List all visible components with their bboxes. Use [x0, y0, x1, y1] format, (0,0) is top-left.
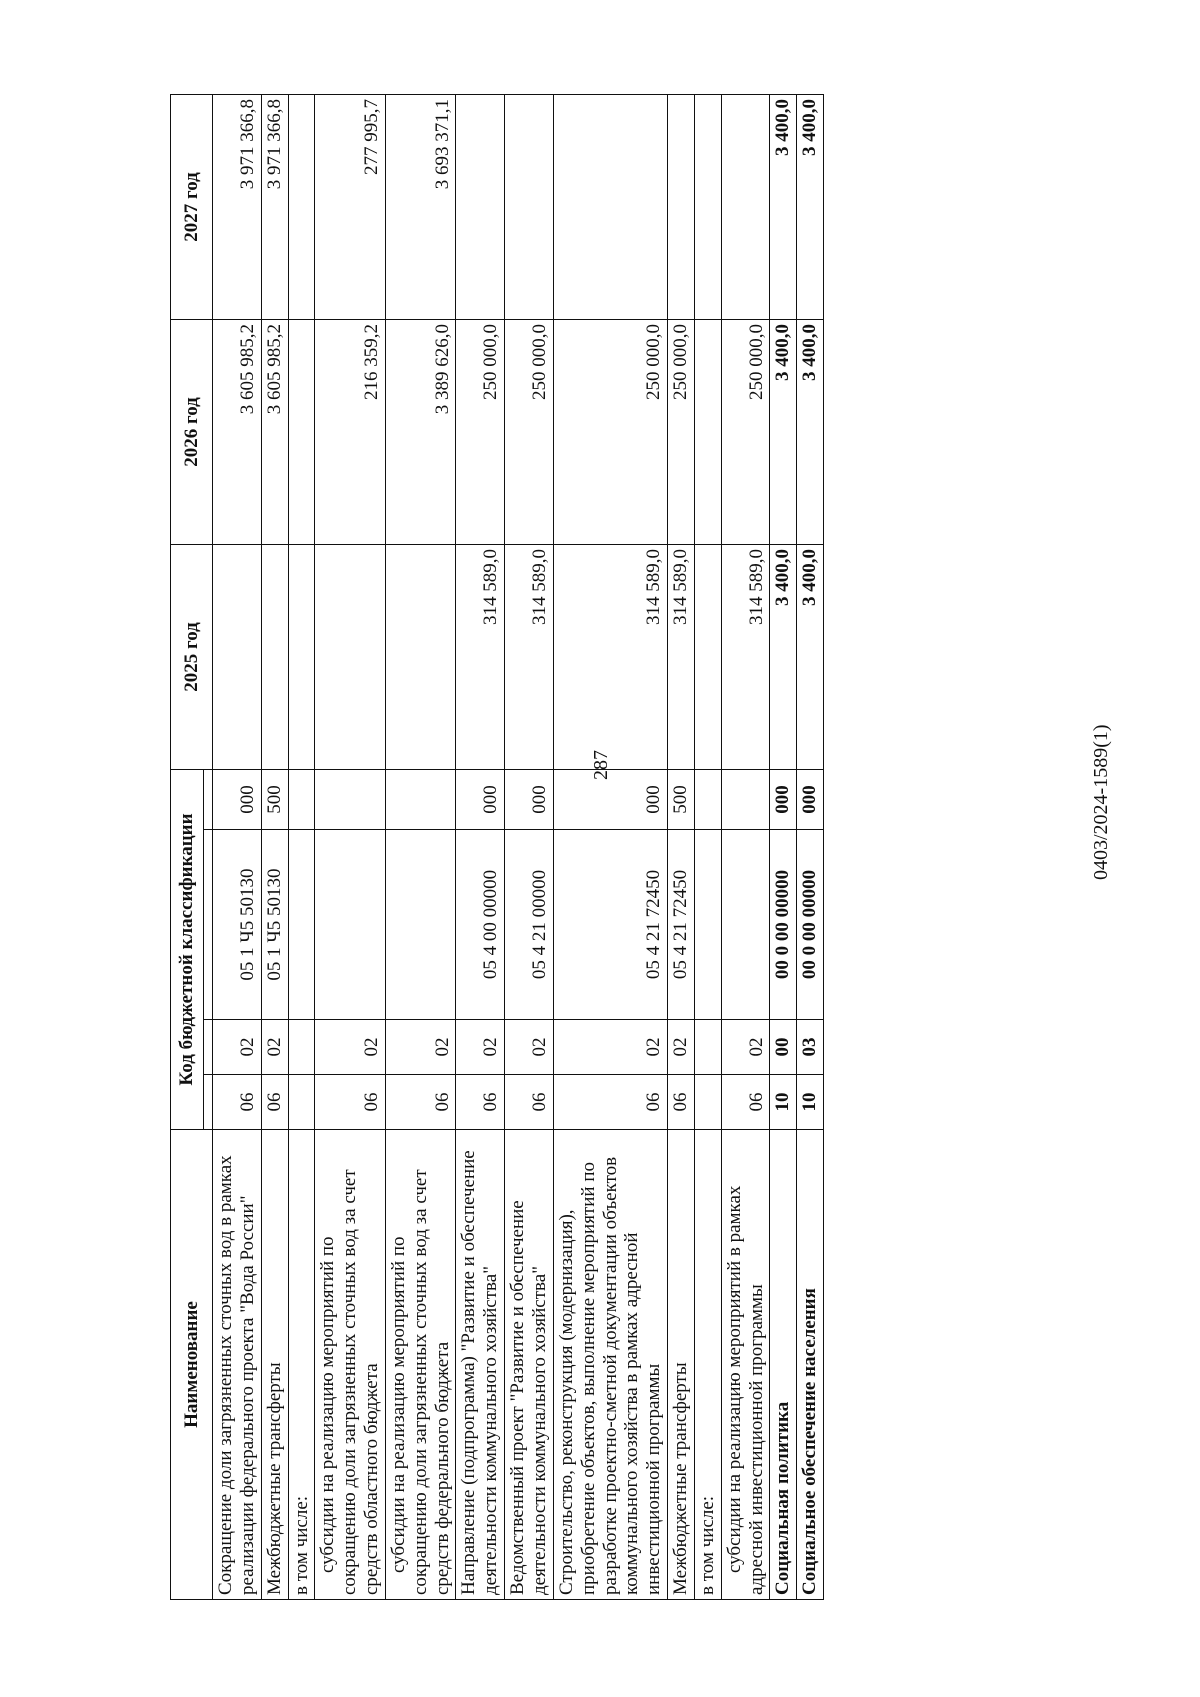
- cell-v2027: 3 400,0: [770, 94, 797, 319]
- cell-c2: 03: [797, 1020, 824, 1075]
- cell-name: Межбюджетные трансферты: [668, 1130, 695, 1600]
- cell-v2025: [288, 544, 315, 769]
- cell-c1: 06: [456, 1075, 505, 1130]
- cell-c1: 06: [315, 1075, 386, 1130]
- cell-c2: 00: [770, 1020, 797, 1075]
- cell-c3: [694, 830, 721, 1020]
- cell-c3: 05 1 Ч5 50130: [213, 830, 262, 1020]
- cell-v2026: 3 389 626,0: [385, 319, 456, 544]
- cell-c1: 10: [797, 1075, 824, 1130]
- table-row: [456, 94, 505, 1599]
- cell-v2025: [694, 544, 721, 769]
- cell-name: субсидии на реализацию мероприятий по сокращению доли загрязненных сточных вод за счет средств федерального бюджета: [385, 1130, 456, 1600]
- header-2027: 2027 год: [171, 94, 213, 319]
- table-row: [721, 94, 770, 1599]
- cell-c2: [288, 1020, 315, 1075]
- table-row: [288, 94, 315, 1599]
- cell-c1: 06: [261, 1075, 288, 1130]
- header-sub-cell: [204, 769, 213, 829]
- budget-table: [170, 94, 824, 1600]
- cell-c4: [721, 769, 770, 829]
- page-number: 287: [590, 750, 612, 780]
- cell-v2027: 3 971 366,8: [213, 94, 262, 319]
- table-row: [797, 94, 824, 1599]
- cell-c1: 10: [770, 1075, 797, 1130]
- cell-c4: [694, 769, 721, 829]
- cell-c2: 02: [668, 1020, 695, 1075]
- cell-c2: 02: [721, 1020, 770, 1075]
- table-row: [505, 94, 554, 1599]
- cell-c2: 02: [553, 1020, 667, 1075]
- cell-v2026: 250 000,0: [553, 319, 667, 544]
- cell-c1: 06: [668, 1075, 695, 1130]
- cell-c1: [694, 1075, 721, 1130]
- cell-c3: 05 4 00 00000: [456, 830, 505, 1020]
- cell-c3: [721, 830, 770, 1020]
- table-row: [213, 94, 262, 1599]
- cell-c3: [385, 830, 456, 1020]
- cell-c1: 06: [213, 1075, 262, 1130]
- cell-c4: [385, 769, 456, 829]
- table-row: [553, 94, 667, 1599]
- document-code: 0403/2024-1589(1): [1090, 724, 1112, 880]
- cell-c4: 000: [505, 769, 554, 829]
- table-row: [694, 94, 721, 1599]
- cell-v2027: [505, 94, 554, 319]
- cell-c1: 06: [385, 1075, 456, 1130]
- table-row: [315, 94, 386, 1599]
- cell-name: субсидии на реализацию мероприятий в рамках адресной инвестиционной программы: [721, 1130, 770, 1600]
- cell-v2027: [553, 94, 667, 319]
- table-row: [668, 94, 695, 1599]
- cell-name: Сокращение доли загрязненных сточных вод в рамках реализации федерального проекта "Вода России": [213, 1130, 262, 1600]
- cell-c4: 500: [261, 769, 288, 829]
- cell-v2026: 250 000,0: [721, 319, 770, 544]
- cell-c4: 000: [553, 769, 667, 829]
- cell-name: в том числе:: [694, 1130, 721, 1600]
- header-2026: 2026 год: [171, 319, 213, 544]
- cell-v2026: 3 400,0: [770, 319, 797, 544]
- cell-v2025: [315, 544, 386, 769]
- cell-c3: 05 1 Ч5 50130: [261, 830, 288, 1020]
- header-code: Код бюджетной классификации: [171, 769, 204, 1129]
- cell-v2025: [385, 544, 456, 769]
- cell-v2027: 3 971 366,8: [261, 94, 288, 319]
- table-row: [385, 94, 456, 1599]
- cell-v2026: [288, 319, 315, 544]
- cell-c3: 05 4 21 72450: [668, 830, 695, 1020]
- cell-c4: 000: [797, 769, 824, 829]
- cell-v2027: [721, 94, 770, 319]
- header-sub-cell: [204, 830, 213, 1020]
- cell-c2: 02: [315, 1020, 386, 1075]
- cell-v2027: [288, 94, 315, 319]
- cell-v2025: 3 400,0: [770, 544, 797, 769]
- cell-v2027: [456, 94, 505, 319]
- cell-v2026: [694, 319, 721, 544]
- cell-v2025: [261, 544, 288, 769]
- cell-c2: [694, 1020, 721, 1075]
- cell-v2026: 216 359,2: [315, 319, 386, 544]
- table-body: [213, 94, 824, 1599]
- header-2025: 2025 год: [171, 544, 213, 769]
- cell-c1: [288, 1075, 315, 1130]
- cell-v2025: 314 589,0: [505, 544, 554, 769]
- cell-v2027: 3 693 371,1: [385, 94, 456, 319]
- cell-v2027: [668, 94, 695, 319]
- cell-v2026: 250 000,0: [456, 319, 505, 544]
- cell-c3: 00 0 00 00000: [797, 830, 824, 1020]
- cell-c2: 02: [505, 1020, 554, 1075]
- cell-v2027: 277 995,7: [315, 94, 386, 319]
- cell-name: Социальная политика: [770, 1130, 797, 1600]
- cell-name: субсидии на реализацию мероприятий по сокращению доли загрязненных сточных вод за счет средств областного бюджета: [315, 1130, 386, 1600]
- cell-v2025: 314 589,0: [668, 544, 695, 769]
- cell-v2027: [694, 94, 721, 319]
- cell-c3: [315, 830, 386, 1020]
- cell-c2: 02: [385, 1020, 456, 1075]
- table-row: [770, 94, 797, 1599]
- cell-c4: 000: [456, 769, 505, 829]
- header-row: [171, 94, 204, 1599]
- cell-v2026: 250 000,0: [668, 319, 695, 544]
- cell-v2025: 3 400,0: [797, 544, 824, 769]
- cell-c3: 05 4 21 72450: [553, 830, 667, 1020]
- cell-name: Строительство, реконструкция (модернизация), приобретение объектов, выполнение мероприятий по разработке проектно-сметной документации объектов коммунального хозяйства в рамках адресной инвестиционной программы: [553, 1130, 667, 1600]
- cell-name: Ведомственный проект "Развитие и обеспечение деятельности коммунального хозяйства": [505, 1130, 554, 1600]
- cell-v2025: 314 589,0: [553, 544, 667, 769]
- cell-v2026: 250 000,0: [505, 319, 554, 544]
- cell-v2025: 314 589,0: [721, 544, 770, 769]
- cell-v2025: 314 589,0: [456, 544, 505, 769]
- cell-c4: [288, 769, 315, 829]
- cell-name: Межбюджетные трансферты: [261, 1130, 288, 1600]
- cell-c1: 06: [505, 1075, 554, 1130]
- cell-c2: 02: [261, 1020, 288, 1075]
- rotated-table-container: [170, 95, 1034, 1600]
- cell-c1: 06: [553, 1075, 667, 1130]
- header-sub-cell: [204, 1020, 213, 1075]
- cell-v2026: 3 605 985,2: [261, 319, 288, 544]
- cell-c4: [315, 769, 386, 829]
- cell-c3: 05 4 21 00000: [505, 830, 554, 1020]
- cell-v2026: 3 605 985,2: [213, 319, 262, 544]
- cell-v2025: [213, 544, 262, 769]
- cell-c3: 00 0 00 00000: [770, 830, 797, 1020]
- cell-v2026: 3 400,0: [797, 319, 824, 544]
- cell-name: Социальное обеспечение населения: [797, 1130, 824, 1600]
- cell-c3: [288, 830, 315, 1020]
- cell-c2: 02: [456, 1020, 505, 1075]
- cell-c2: 02: [213, 1020, 262, 1075]
- cell-c4: 000: [213, 769, 262, 829]
- table-row: [261, 94, 288, 1599]
- header-sub-cell: [204, 1075, 213, 1130]
- cell-c4: 000: [770, 769, 797, 829]
- cell-name: Направление (подпрограмма) "Развитие и обеспечение деятельности коммунального хозяйства": [456, 1130, 505, 1600]
- header-name: Наименование: [171, 1130, 213, 1600]
- cell-c4: 500: [668, 769, 695, 829]
- cell-v2027: 3 400,0: [797, 94, 824, 319]
- cell-c1: 06: [721, 1075, 770, 1130]
- cell-name: в том числе:: [288, 1130, 315, 1600]
